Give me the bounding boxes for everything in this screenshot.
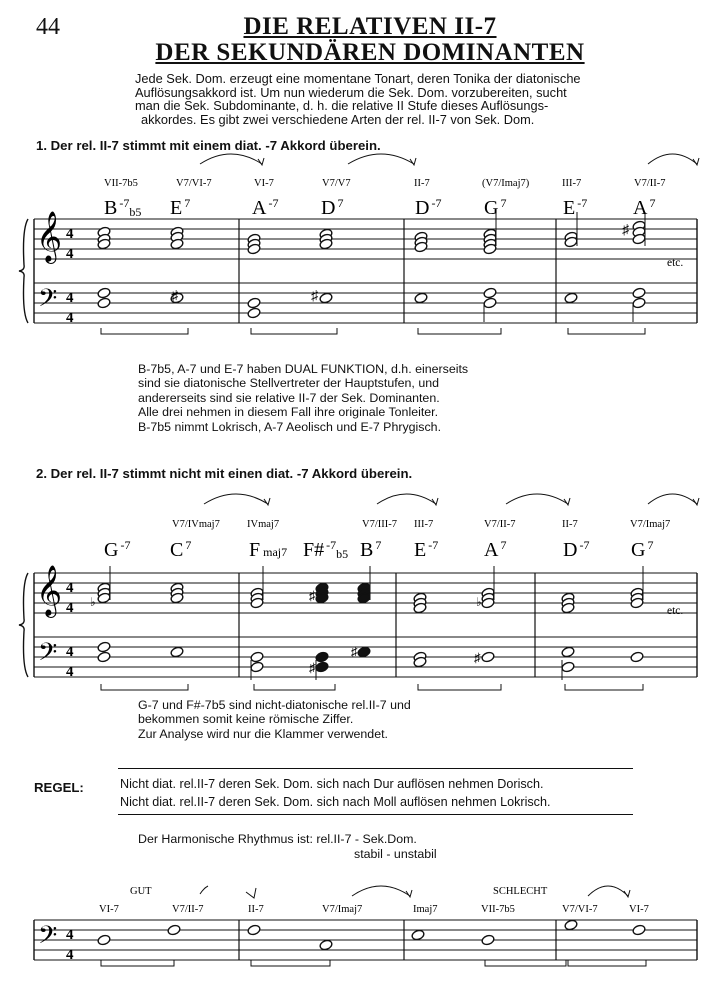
roman-numeral: (V7/Imaj7) — [482, 178, 530, 189]
system-brace — [19, 573, 28, 677]
page-number: 44 — [36, 14, 60, 40]
sharp-accidental: ♯ — [311, 289, 318, 304]
open-notehead — [561, 646, 575, 658]
rhythm-line2: stabil - unstabil — [354, 847, 437, 861]
resolution-arrow — [648, 494, 697, 504]
analysis-bracket — [251, 960, 330, 966]
open-notehead — [319, 292, 333, 304]
open-notehead — [97, 641, 111, 653]
resolution-arrow — [348, 154, 414, 164]
resolution-arrow — [204, 494, 268, 504]
open-notehead — [561, 661, 575, 673]
time-sig-top: 4 — [66, 226, 74, 242]
intro-line: Auflösungsakkord ist. Um nun wiederum die Sek. Dom. vorzubereiten, sucht — [135, 84, 567, 100]
sharp-accidental: ♯ — [622, 223, 629, 238]
open-notehead — [481, 934, 495, 946]
roman-numeral: V7/Imaj7 — [322, 904, 363, 915]
regel-label: REGEL: — [34, 780, 84, 795]
chord-symbol: G $^7$ — [631, 538, 654, 561]
chord-symbol: G $^{-7}$ — [104, 538, 131, 561]
open-notehead — [319, 939, 333, 951]
page-title-line2: DER SEKUNDÄREN DOMINANTEN — [155, 39, 585, 66]
filled-notehead — [315, 661, 329, 673]
chord-symbol: B $^7$ — [360, 538, 382, 561]
time-sig-top: 4 — [66, 644, 74, 660]
section1-heading: 1. Der rel. II-7 stimmt mit einem diat. -7 Akkord überein. — [36, 138, 381, 153]
paragraph-line: sind sie diatonische Stellvertreter der Hauptstufen, und — [138, 376, 439, 391]
chord-symbol: E $^{-7}$ — [414, 538, 439, 561]
chord-symbol: D $^{-7}$ — [415, 196, 442, 219]
chord-symbol: G $^7$ — [484, 196, 507, 219]
open-notehead — [632, 924, 646, 936]
chord-symbol: E $^{-7}$ — [563, 196, 588, 219]
open-notehead — [247, 307, 261, 319]
gut-label: GUT — [130, 886, 152, 897]
analysis-bracket — [101, 684, 188, 690]
roman-numeral: V7/IVmaj7 — [172, 519, 220, 530]
chord-symbol: A $^7$ — [484, 538, 507, 561]
flat-accidental: ♭ — [90, 595, 96, 609]
chord-symbol: C $^7$ — [170, 538, 192, 561]
section2-heading: 2. Der rel. II-7 stimmt nicht mit einen diat. -7 Akkord überein. — [36, 466, 413, 481]
open-notehead — [564, 919, 578, 931]
analysis-bracket — [565, 684, 643, 690]
analysis-bracket — [418, 684, 501, 690]
regel-line1: Nicht diat. rel.II-7 deren Sek. Dom. sich nach Dur auflösen nehmen Dorisch. — [120, 777, 544, 791]
regel-line2: Nicht diat. rel.II-7 deren Sek. Dom. sich nach Moll auflösen nehmen Lokrisch. — [120, 795, 551, 809]
time-sig-top: 4 — [66, 290, 74, 306]
filled-notehead — [315, 651, 329, 663]
open-notehead — [97, 297, 111, 309]
roman-numeral: V7/III-7 — [362, 519, 397, 530]
resolution-arrow — [200, 154, 262, 164]
roman-numeral: V7/VI-7 — [176, 178, 212, 189]
roman-numeral: VII-7b5 — [104, 178, 138, 189]
paragraph-line: Zur Analyse wird nur die Klammer verwendet. — [138, 726, 388, 741]
roman-numeral: VI-7 — [629, 904, 649, 915]
open-notehead — [247, 297, 261, 309]
treble-clef: 𝄞 — [36, 212, 63, 261]
system-brace — [19, 219, 28, 323]
roman-numeral: V7/V7 — [322, 178, 351, 189]
paragraph-line: B-7b5 nimmt Lokrisch, A-7 Aeolisch und E-7 Phrygisch. — [138, 419, 442, 434]
open-notehead — [630, 651, 644, 663]
analysis-bracket — [101, 960, 174, 966]
rule-top-line — [118, 768, 633, 769]
paragraph-line: B-7b5, A-7 und E-7 haben DUAL FUNKTION, d.h. einerseits — [138, 362, 469, 376]
chord-symbol: B $^{-7}_{b5}$ — [104, 196, 142, 219]
open-notehead — [411, 929, 425, 941]
analysis-bracket — [251, 328, 337, 334]
time-sig-bottom: 4 — [66, 664, 74, 680]
bass-clef: 𝄢 — [38, 285, 58, 318]
time-sig-bottom: 4 — [66, 947, 74, 963]
paragraph-line: Alle drei nehmen in diesem Fall ihre originale Tonleiter. — [138, 405, 439, 420]
etc-label: etc. — [667, 605, 684, 617]
sharp-accidental: ♯ — [351, 644, 358, 659]
open-notehead — [97, 651, 111, 663]
roman-numeral: V7/Imaj7 — [630, 519, 671, 530]
roman-numeral: V7/II-7 — [634, 178, 666, 189]
open-notehead — [414, 292, 428, 304]
treble-clef: 𝄞 — [36, 566, 63, 615]
open-notehead — [97, 934, 111, 946]
time-sig-bottom: 4 — [66, 246, 74, 262]
open-notehead — [250, 661, 264, 673]
arrow-head — [264, 498, 270, 505]
open-notehead — [483, 287, 497, 299]
open-notehead — [247, 924, 261, 936]
roman-numeral: VI-7 — [254, 178, 274, 189]
chord-symbol: A $^7$ — [633, 196, 656, 219]
analysis-bracket — [485, 960, 566, 966]
resolution-arrow — [506, 494, 568, 504]
open-notehead — [483, 297, 497, 309]
analysis-bracket — [101, 328, 188, 334]
arrow-head — [564, 498, 570, 505]
sharp-accidental: ♯ — [171, 289, 178, 304]
roman-numeral: II-7 — [562, 519, 578, 530]
page-title-line1: DIE RELATIVEN II-7 — [243, 13, 497, 40]
paragraph-line: bekommen somit keine römische Ziffer. — [138, 712, 354, 727]
paragraph-line: G-7 und F#-7b5 sind nicht-diatonische rel.II-7 und — [138, 698, 411, 712]
flat-accidental: ♭ — [476, 595, 482, 609]
chord-symbol: D $^7$ — [321, 196, 344, 219]
open-notehead — [564, 292, 578, 304]
roman-numeral: II-7 — [414, 178, 430, 189]
arrow-head — [258, 158, 264, 165]
chord-symbol: D $^{-7}$ — [563, 538, 590, 561]
resolution-arrow — [377, 494, 436, 504]
arrow-head — [410, 158, 416, 165]
schlecht-label: SCHLECHT — [493, 886, 548, 897]
roman-numeral: V7/II-7 — [484, 519, 516, 530]
roman-numeral: III-7 — [414, 519, 434, 530]
rhythm-line1: Der Harmonische Rhythmus ist: rel.II-7 - Sek.Dom. — [138, 832, 417, 846]
etc-label: etc. — [667, 257, 684, 269]
chord-symbol: F# $^{-7}_{b5}$ — [303, 538, 349, 561]
analysis-bracket — [568, 960, 646, 966]
intro-line: akkordes. Es gibt zwei verschiedene Arten der rel. II-7 von Sek. Dom. — [141, 111, 535, 127]
sharp-accidental: ♯ — [309, 588, 316, 603]
open-notehead — [167, 924, 181, 936]
roman-numeral: VII-7b5 — [481, 904, 515, 915]
resolution-arrow — [200, 886, 208, 894]
bass-clef: 𝄢 — [38, 922, 58, 955]
open-notehead — [481, 651, 495, 663]
roman-numeral: II-7 — [248, 904, 264, 915]
roman-numeral: III-7 — [562, 178, 582, 189]
open-notehead — [632, 287, 646, 299]
time-sig-top: 4 — [66, 580, 74, 596]
resolution-arrow — [648, 154, 697, 164]
roman-numeral: Imaj7 — [413, 904, 438, 915]
time-sig-bottom: 4 — [66, 310, 74, 326]
section1-paragraph — [138, 362, 468, 434]
time-sig-top: 4 — [66, 927, 74, 943]
roman-numeral: VI-7 — [99, 904, 119, 915]
chord-symbol: E $^7$ — [170, 196, 191, 219]
rule-bottom-line — [118, 814, 633, 815]
roman-numeral: V7/II-7 — [172, 904, 204, 915]
paragraph-line: andererseits sind sie relative II-7 der Sek. Dominanten. — [138, 390, 440, 405]
intro-line: man die Sek. Subdominante, d. h. die relative II Stufe dieses Auflösungs- — [135, 98, 549, 114]
resolution-arrow — [588, 886, 628, 896]
bass-clef: 𝄢 — [38, 639, 58, 672]
analysis-bracket — [254, 684, 335, 690]
open-notehead — [170, 646, 184, 658]
time-sig-bottom: 4 — [66, 600, 74, 616]
filled-notehead — [357, 646, 371, 658]
intro-line: Jede Sek. Dom. erzeugt eine momentane Tonart, deren Tonika der diatonische — [135, 71, 581, 86]
analysis-bracket — [568, 328, 645, 334]
arrow-head — [246, 888, 256, 898]
chord-symbol: Fmaj7 — [249, 539, 288, 561]
analysis-bracket — [418, 328, 501, 334]
roman-numeral: IVmaj7 — [247, 519, 280, 530]
chord-symbol: A $^{-7}$ — [252, 196, 279, 219]
open-notehead — [250, 651, 264, 663]
open-notehead — [97, 287, 111, 299]
resolution-arrow — [352, 886, 410, 896]
section2-paragraph — [138, 698, 411, 741]
roman-numeral: V7/VI-7 — [562, 904, 598, 915]
sharp-accidental: ♯ — [474, 650, 481, 665]
open-notehead — [632, 297, 646, 309]
sharp-accidental: ♯ — [309, 660, 316, 675]
